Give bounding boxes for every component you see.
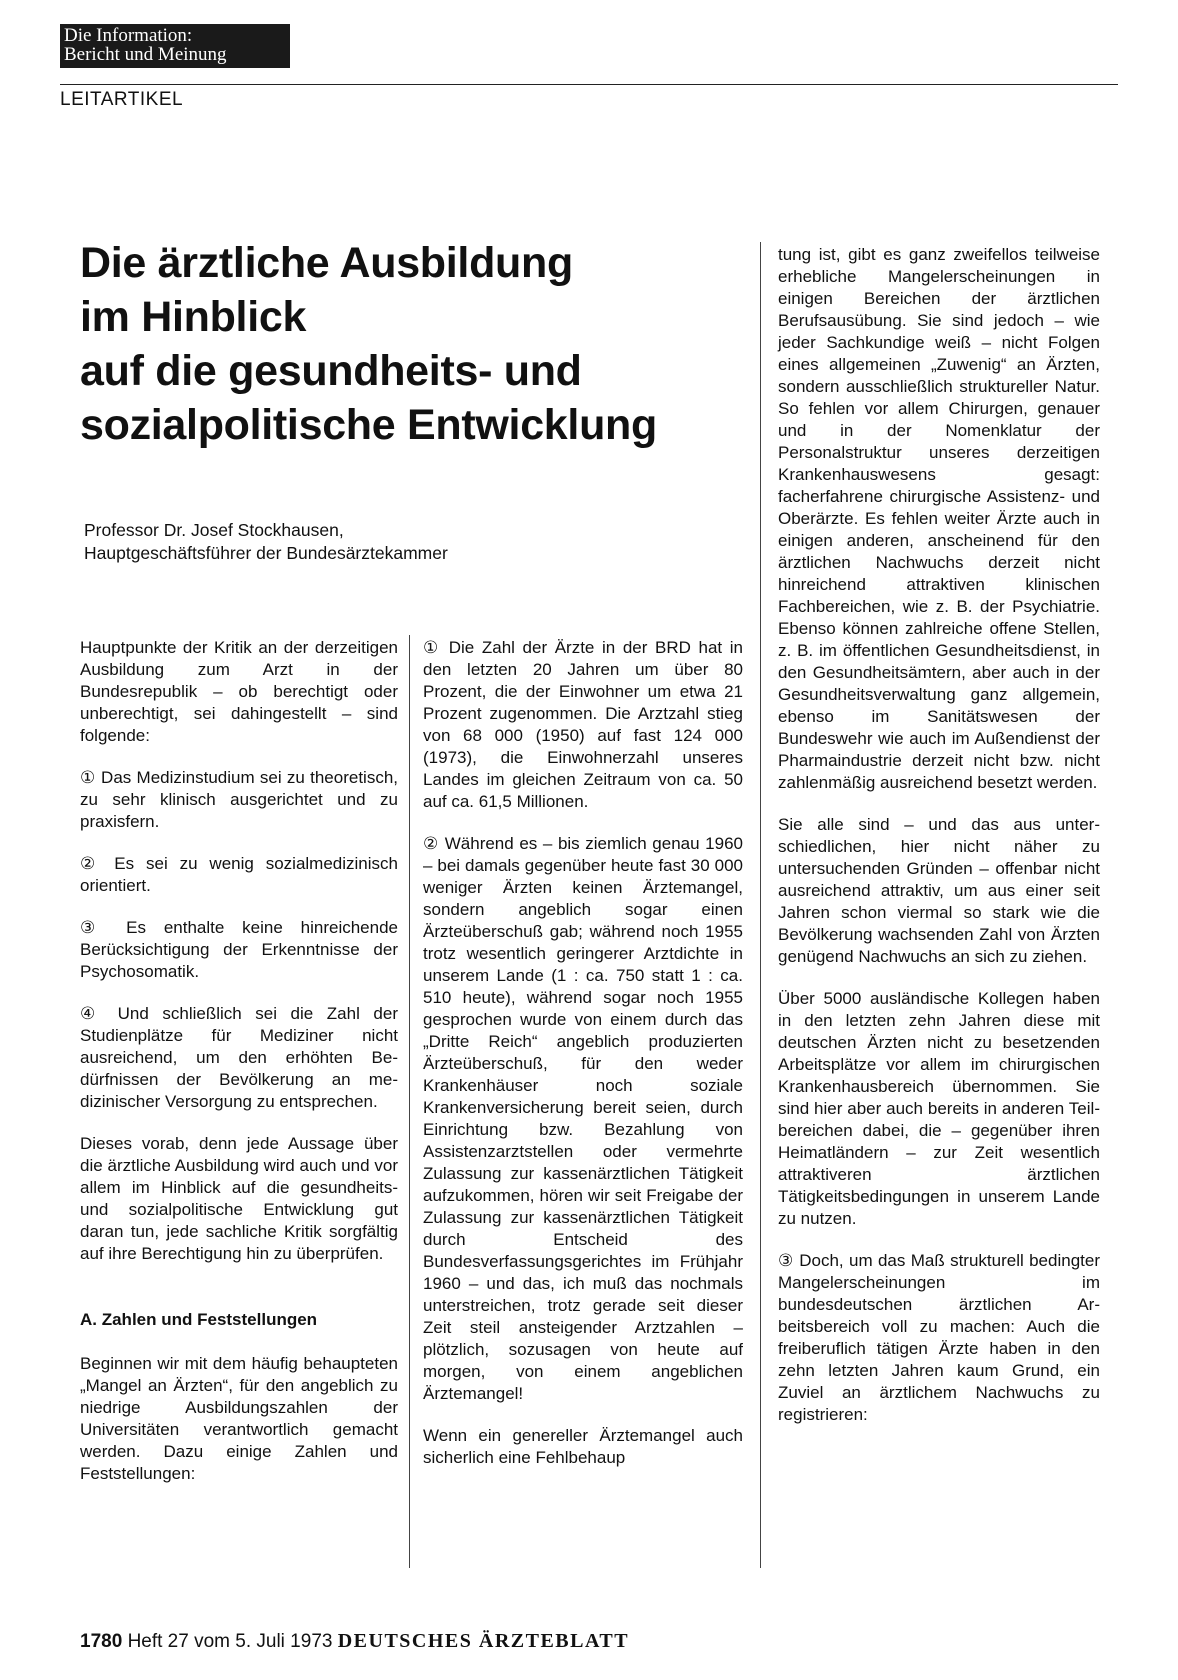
column-divider-1 — [409, 635, 410, 1568]
title-line-4: sozialpolitische Entwicklung — [80, 401, 657, 449]
title-line-2: im Hinblick — [80, 293, 307, 341]
article-title — [80, 236, 730, 452]
section-badge — [60, 24, 290, 68]
paragraph: Beginnen wir mit dem häufig behaupteten „Mangel an Ärzten“, für den angeblich zu niedrige Ausbildungszahlen der Universitäten verantwortlich gemacht werden. Dazu einige Zahlen und Feststellungen: — [80, 1354, 398, 1483]
paragraph: ② Während es – bis ziemlich genau 1960 – bei damals gegenüber heute fast 30 000 weniger Ärzten keinen Ärztemangel, sondern angeblich sogar einen Ärzteüberschuß gab; während noch 1955 trotz wesentlich geringerer Arztdichte in unserem Lande (1 : ca. 750 statt 1 : ca. 510 heute), während sogar noch 1955 gesprochen wurde von einem durch das „Dritte Reich“ angeblich produzierten Ärzteüberschuß, für den weder Krankenhäuser noch soziale Krankenversicherung bereit seien, durch Einrichtung bzw. Bezahlung von Assistenzarztstellen oder vermehrte Zulassung zur kassenärztlichen Tätigkeit aufzukommen, hören wir seit Freigabe der Zulassung zur kassenärztlichen Tätigkeit durch Entscheid des Bundesverfassungsgerichtes im Frühjahr 1960 – und das, ich muß das nochmals unterstreichen, trotz gerade seit dieser Zeit steil ansteigender Arztzahlen – plötzlich, sozusagen von heute auf morgen, von einem angeblichen Ärztemangel! — [423, 834, 743, 1403]
paragraph: ② Es sei zu wenig sozialmedizinisch orientiert. — [80, 854, 398, 895]
author-name: Professor Dr. Josef Stockhausen, — [84, 520, 344, 540]
paragraph: Dieses vorab, denn jede Aussage über die ärztliche Ausbildung wird auch und vor allem im Hinblick auf die gesundheits- und sozialpolitische Entwicklung gut daran tun, jede sachliche Kritik sorgfältig auf ihre Berechtigung hin zu überprüfen. — [80, 1134, 398, 1263]
paragraph: Über 5000 ausländische Kollegen haben in den letzten zehn Jahren diese mit deutschen Ärzten nicht zu besetzenden Arbeitsplätze vor allem im chirurgischen Krankenhausbereich übernommen. Sie sind hier aber auch bereits in anderen Teilbereichen dabei, die – gegenüber ihren Heimatländern – zur Zeit wesentlich attraktiveren ärztlichen Tätigkeitsbedingungen in unserem Lande zu nutzen. — [778, 989, 1100, 1228]
column-divider-2 — [760, 242, 761, 1568]
column-1 — [80, 637, 398, 1485]
author-role: Hauptgeschäftsführer der Bundesärztekammer — [84, 543, 448, 563]
badge-line-1: Die Information: — [64, 25, 193, 46]
paragraph: tung ist, gibt es ganz zweifellos teilweise erhebliche Mangelerscheinungen in einigen Bereichen der ärztlichen Berufsausübung. Sie sind jedoch – wie jeder Sachkundige weiß – nicht Folgen eines allgemeinen „Zuwenig“ an Ärzten, sondern ausschließlich struktureller Natur. So fehlen vor allem Chirurgen, genauer und in der Nomenklatur der Personalstruktur unseres derzeitigen Krankenhauswesens gesagt: facherfahrene chirurgische Assistenz- und Oberärzte. Es fehlen weiter Ärzte auch in einigen anderen, anscheinend für den ärztlichen Nachwuchs derzeit nicht hinreichend attraktiven klinischen Fachbereichen, wie z. B. der Psychiatrie. Ebenso können zahlreiche offene Stellen, z. B. im öffentlichen Gesundheitsdienst, in den Gesundheitsämtern, aber auch in der Gesundheitsverwaltung ganz allgemein, ebenso im Sanitätswesen der Bundeswehr wie auch im Außendienst der Pharmaindustrie derzeit nicht bzw. nicht zahlenmäßig ausreichend besetzt werden. — [778, 245, 1100, 792]
author-block — [84, 519, 604, 565]
title-line-3: auf die gesundheits- und — [80, 347, 582, 395]
paragraph: Sie alle sind – und das aus unterschiedlichen, hier nicht näher zu untersuchenden Gründen – offenbar nicht ausreichend attraktiv, um aus einer seit Jahren schon viermal so stark wie die Bevölkerung wachsenden Zahl von Ärzten genügend Nachwuchs an sich zu ziehen. — [778, 815, 1100, 966]
badge-line-2: Bericht und Meinung — [64, 44, 227, 65]
paragraph: Wenn ein genereller Ärztemangel auch sicherlich eine Fehlbehaup — [423, 1426, 743, 1467]
magazine-name: DEUTSCHES ÄRZTEBLATT — [337, 1630, 630, 1652]
paragraph: ① Das Medizinstudium sei zu theoretisch, zu sehr klinisch ausgerichtet und zu praxisfern. — [80, 768, 398, 831]
page-number: 1780 — [80, 1631, 123, 1652]
issue-info: Heft 27 vom 5. Juli 1973 — [127, 1631, 333, 1652]
title-line-1: Die ärztliche Ausbildung — [80, 239, 573, 287]
page-footer — [80, 1630, 629, 1653]
section-heading: A. Zahlen und Feststellungen — [80, 1310, 318, 1329]
paragraph: ③ Es enthalte keine hinreichende Berücksichtigung der Erkenntnisse der Psychosomatik. — [80, 918, 398, 981]
rubric: LEITARTIKEL — [60, 89, 184, 110]
column-3 — [778, 244, 1100, 1426]
paragraph: Hauptpunkte der Kritik an der derzeitigen Ausbildung zum Arzt in der Bundesrepublik – ob berechtigt oder unberechtigt, sei dahingestellt – sind folgende: — [80, 638, 398, 745]
top-rule — [60, 84, 1118, 85]
paragraph: ④ Und schließlich sei die Zahl der Studienplätze für Mediziner nicht ausreichend, um den erhöhten Bedürfnissen der Bevölkerung an medizinischer Versorgung zu entsprechen. — [80, 1004, 398, 1111]
paragraph: ① Die Zahl der Ärzte in der BRD hat in den letzten 20 Jahren um über 80 Prozent, die der Einwohner um etwa 21 Prozent zugenommen. Die Arztzahl stieg von 68 000 (1950) auf fast 124 000 (1973), die Einwohnerzahl unseres Landes im gleichen Zeitraum von ca. 50 auf ca. 61,5 Millionen. — [423, 638, 743, 811]
column-2 — [423, 637, 743, 1469]
paragraph: ③ Doch, um das Maß strukturell bedingter Mangelerscheinungen im bundesdeutschen ärztlichen Arbeitsbereich voll zu machen: Auch die freiberuflich tätigen Ärzte haben in den zehn letzten Jahren kaum Grund, ein Zuviel an ärztlichem Nachwuchs zu registrieren: — [778, 1251, 1100, 1424]
